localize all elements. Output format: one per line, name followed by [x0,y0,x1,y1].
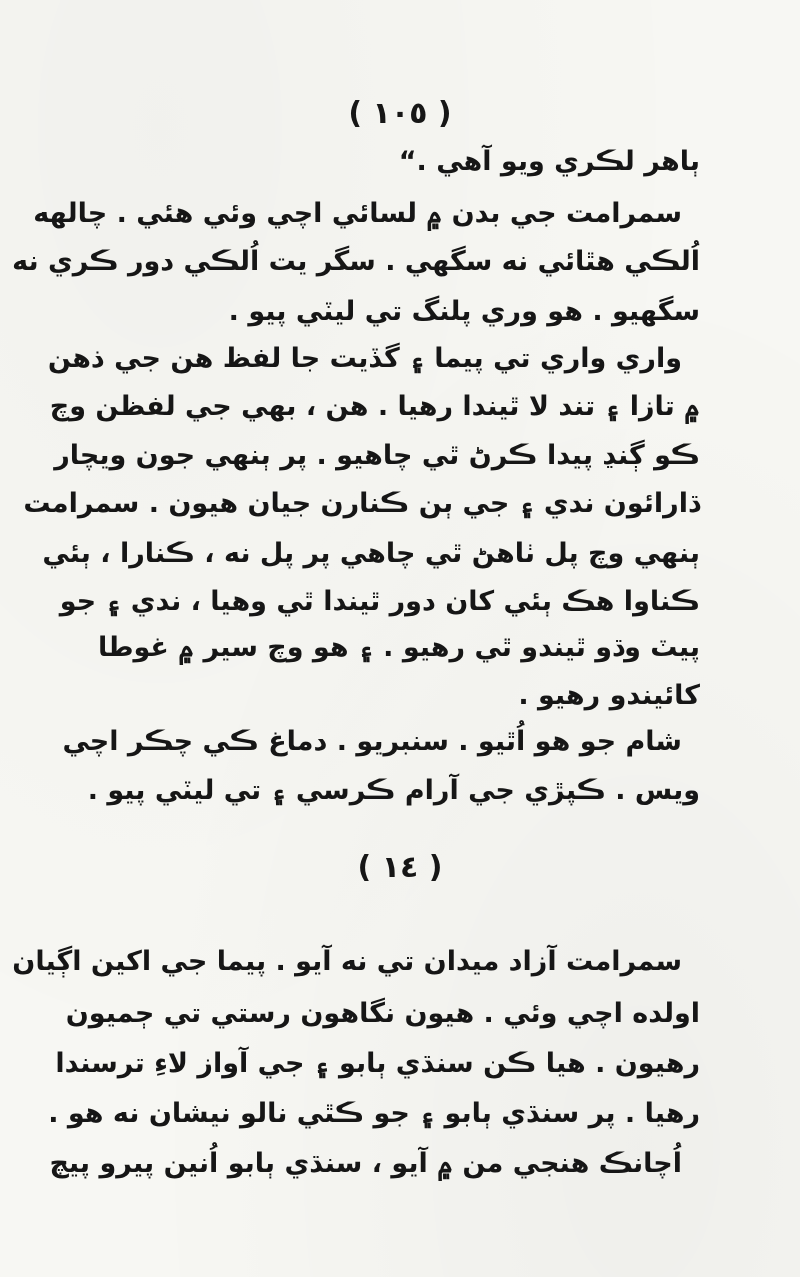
text-line: کائيندو رهيو . [518,680,700,711]
text-line: سمرامت جي بدن ۾ لسائي اچي وئي هئي . چالهه [33,198,682,229]
page-number: ( ١٠٥ ) [348,96,452,131]
text-line: ويس . ڪپڙي جي آرام ڪرسي ۽ تي ليٽي پيو . [87,775,700,806]
text-line: ۾ تازا ۽ تند لا ٿيندا رهيا . هن ، بهي جي لفظن وچ [49,391,700,422]
text-line: اُلڪي هٿائي نه سگهي . سگر يت اُلڪي دور ڪري نه [12,246,700,277]
text-line: ڌارائون ندي ۽ جي ٻن ڪنارن جيان هيون . سمرامت [23,488,700,519]
text-line: سمرامت آزاد ميدان تي نه آيو . پيما جي اکين اڳيان [12,946,682,977]
text-line: سگهيو . هو وري پلنگ تي ليٽي پيو . [228,296,700,327]
text-line: اولده اچي وئي . هيون نگاهون رستي تي ڄميون [65,998,700,1029]
text-line: ڪناوا هڪ ٻئي کان دور ٿيندا ٿي وهيا ، ندي ۽ جو [59,586,700,617]
text-line: ٻنهي وچ پل ٺاهڻ ٿي چاهي پر پل نه ، ڪنارا ، ٻئي [42,538,700,569]
text-line: پيٽ وڌو ٿيندو ٿي رهيو . ۽ هو وچ سير ۾ غوطا [97,632,700,663]
text-line: شام جو هو اُٿيو . سنبريو . دماغ ڪي چڪر اچي [62,726,682,757]
text-line: اُچانڪ هنجي من ۾ آيو ، سنڌي ٻابو اُنين پيرو پيچ [49,1148,682,1179]
text-line: رهيون . هيا ڪن سنڌي ٻابو ۽ جي آواز لاءِ ترسندا [55,1048,700,1079]
text-line: ڪو ڳنڍ پيدا ڪرڻ ٿي چاهيو . پر ٻنهي جون ويچار [54,440,700,471]
text-line: واري واري تي پيما ۽ گڏيت جا لفظ هن جي ذهن [47,343,682,374]
text-line: ٻاهر لڪري ويو آهي .“ [398,146,700,177]
text-line: رهيا . پر سنڌي ٻابو ۽ جو ڪٿي نالو نيشان نه هو . [48,1098,700,1129]
section-number: ( ١٤ ) [357,850,443,885]
